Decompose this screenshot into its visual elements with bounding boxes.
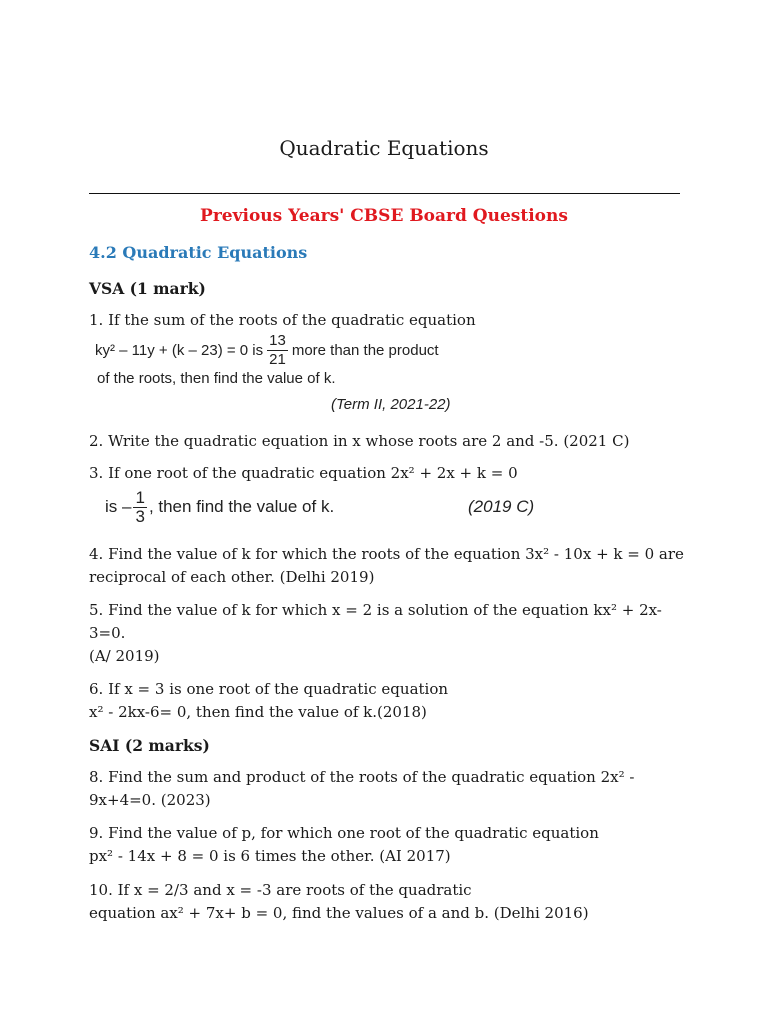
q10-line1: 10. If x = 2/3 and x = -3 are roots of the quadratic	[89, 881, 472, 899]
q6-line1: 6. If x = 3 is one root of the quadratic equation	[89, 680, 449, 698]
q2-text: 2. Write the quadratic equation in x whose roots are 2 and -5. (2021 C)	[89, 432, 630, 450]
q5-line3: (A/ 2019)	[89, 647, 160, 665]
section-heading: 4.2 Quadratic Equations	[89, 243, 308, 262]
q1-equation-part2: more than the product	[291, 341, 439, 359]
q1-equation-part1: ky² – 11y + (k – 23) = 0 is	[95, 341, 264, 359]
q6-line2: x² - 2kx-6= 0, then find the value of k.(2018)	[89, 703, 427, 721]
vsa-heading: VSA (1 mark)	[89, 279, 206, 298]
q3-intro: 3. If one root of the quadratic equation 2x² + 2x + k = 0	[89, 464, 518, 482]
q1-fraction-numerator: 13	[269, 331, 286, 349]
q3-fraction-numerator: 1	[135, 487, 145, 507]
q4-line1: 4. Find the value of k for which the roots of the equation 3x² - 10x + k = 0 are	[89, 545, 684, 563]
sai-heading: SAI (2 marks)	[89, 736, 210, 755]
page-title: Quadratic Equations	[279, 136, 489, 160]
q1-fraction-denominator: 21	[269, 350, 286, 368]
q4-line2: reciprocal of each other. (Delhi 2019)	[89, 568, 375, 586]
q9-line2: px² - 14x + 8 = 0 is 6 times the other. (AI 2017)	[89, 847, 451, 865]
q5-line2: 3=0.	[89, 624, 126, 642]
title-divider	[89, 193, 680, 194]
page-subtitle: Previous Years' CBSE Board Questions	[200, 206, 568, 226]
q1-equation-line	[95, 330, 439, 370]
q1-intro: 1. If the sum of the roots of the quadratic equation	[89, 311, 476, 329]
q3-source: (2019 C)	[468, 497, 535, 516]
q3-is-text: is –	[105, 497, 132, 516]
q3-rest-text: , then find the value of k.	[148, 497, 335, 516]
q9-line1: 9. Find the value of p, for which one root of the quadratic equation	[89, 824, 599, 842]
q1-source: (Term II, 2021-22)	[331, 396, 451, 413]
q8-line2: 9x+4=0. (2023)	[89, 791, 211, 809]
q1-fraction	[267, 332, 288, 369]
q3-equation-line	[105, 484, 334, 530]
q3-fraction-denominator: 3	[135, 506, 145, 526]
q3-fraction	[133, 489, 146, 526]
q5-line1: 5. Find the value of k for which x = 2 is a solution of the equation kx² + 2x-	[89, 601, 662, 619]
q8-line1: 8. Find the sum and product of the roots of the quadratic equation 2x² -	[89, 768, 635, 786]
q10-line2: equation ax² + 7x+ b = 0, find the values of a and b. (Delhi 2016)	[89, 904, 589, 922]
q1-line3: of the roots, then find the value of k.	[97, 370, 336, 387]
